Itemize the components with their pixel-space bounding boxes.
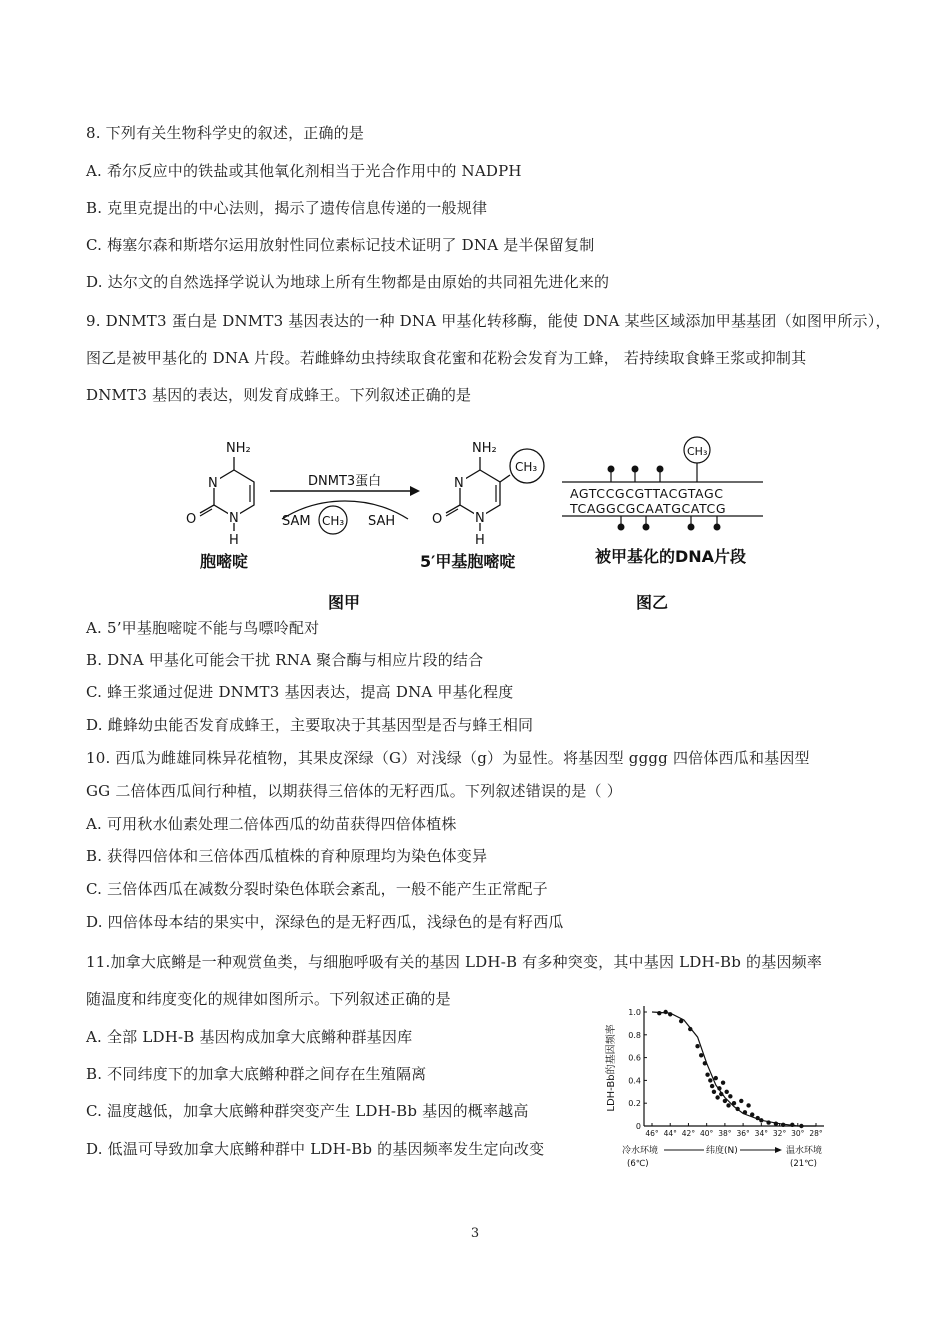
chart-data-point [759, 1118, 763, 1122]
chart-data-point [739, 1099, 743, 1103]
dna-fragment-label: 被甲基化的DNA片段 [595, 547, 747, 566]
figure-b-caption: 图乙 [636, 593, 669, 612]
chart-data-point [799, 1124, 803, 1128]
q11-option-c: C. 温度越低，加拿大底鳉种群突变产生 LDH-Bb 基因的概率越高 [86, 1102, 529, 1120]
chart-data-point [705, 1073, 709, 1077]
chart-data-point [723, 1099, 727, 1103]
q11-stem-line1: 11.加拿大底鳉是一种观赏鱼类，与细胞呼吸有关的基因 LDH-B 有多种突变，其中基因 LDH-Bb 的基因频率 [86, 953, 823, 971]
q9-option-d: D. 雌蜂幼虫能否发育成蜂王，主要取决于其基因型是否与蜂王相同 [86, 716, 534, 734]
q10-stem-line2: GG 二倍体西瓜间行种植，以期获得三倍体的无籽西瓜。下列叙述错误的是（ ） [86, 782, 622, 800]
ch3-label-dna: CH₃ [687, 445, 708, 458]
q9-stem-line3: DNMT3 基因的表达，则发育成蜂王。下列叙述正确的是 [86, 386, 472, 404]
methyl-markers-top [608, 437, 711, 482]
chart-data-point [714, 1076, 718, 1080]
q11-option-d: D. 低温可导致加拿大底鳉种群中 LDH-Bb 的基因频率发生定向改变 [86, 1140, 545, 1158]
q11-stem-line2: 随温度和纬度变化的规律如图所示。下列叙述正确的是 [86, 990, 451, 1008]
ch3-label-sam: CH₃ [322, 514, 345, 528]
chart-y-axis-label: LDH-Bb的基因频率 [606, 1024, 617, 1112]
chart-data-point [725, 1090, 729, 1094]
o-atom-1: O [186, 512, 197, 527]
chart-data-point [766, 1120, 770, 1124]
chart-data-point [663, 1010, 667, 1014]
chart-data-point [668, 1012, 672, 1016]
q9-option-b: B. DNA 甲基化可能会干扰 RNA 聚合酶与相应片段的结合 [86, 651, 484, 669]
q10-option-b: B. 获得四倍体和三倍体西瓜植株的育种原理均为染色体变异 [86, 847, 488, 865]
chart-data-point [755, 1116, 759, 1120]
chart-y-tick-label: 1.0 [628, 1008, 641, 1017]
chart-data-point [774, 1122, 778, 1126]
chart-data-point [790, 1123, 794, 1127]
chart-x-tick-label: 42° [681, 1129, 696, 1138]
chart-data-point [708, 1078, 712, 1082]
chart-x-tick-label: 34° [754, 1129, 768, 1138]
q8-option-b: B. 克里克提出的中心法则，揭示了遗传信息传递的一般规律 [86, 199, 488, 217]
q10-option-c: C. 三倍体西瓜在减数分裂时染色体联会紊乱，一般不能产生正常配子 [86, 880, 548, 898]
chart-trend-curve [652, 1012, 816, 1126]
chart-data-point [781, 1123, 785, 1127]
methylcytosine-structure [420, 441, 544, 571]
q8-option-a: A. 希尔反应中的铁盐或其他氧化剂相当于光合作用中的 NADPH [86, 162, 522, 180]
dna-bottom-strand: TCAGGCGCAATGCATCG [570, 501, 727, 516]
q11-option-a: A. 全部 LDH-B 基因构成加拿大底鳉种群基因库 [86, 1028, 413, 1046]
chart-x-tick-label: 36° [736, 1129, 750, 1138]
chart-data-point [743, 1110, 747, 1114]
enzyme-label: DNMT3蛋白 [308, 474, 382, 489]
latitude-arrow-head [775, 1147, 782, 1153]
sam-label: SAM [282, 514, 311, 529]
warm-water-temp: (21℃) [790, 1159, 817, 1169]
n-atom-2a: N [454, 476, 464, 491]
cold-water-temp: (6℃) [627, 1159, 649, 1169]
chart-data-point [728, 1094, 732, 1098]
q8-option-c: C. 梅塞尔森和斯塔尔运用放射性同位素标记技术证明了 DNA 是半保留复制 [86, 236, 595, 254]
chart-data-point [750, 1112, 754, 1116]
nh2-label-1: NH₂ [226, 441, 251, 456]
chart-data-point [703, 1061, 707, 1065]
q11-option-b: B. 不同纬度下的加拿大底鳉种群之间存在生殖隔离 [86, 1065, 427, 1083]
chart-y-tick-label: 0 [635, 1122, 641, 1131]
chart-x-tick-label: 32° [772, 1129, 787, 1138]
chart-x-tick-label: 40° [700, 1129, 714, 1138]
chart-x-tick-label: 44° [663, 1129, 677, 1138]
chart-data-point [746, 1103, 750, 1107]
chart-data-point [657, 1011, 661, 1015]
methylcytosine-label: 5′甲基胞嘧啶 [420, 552, 516, 571]
dna-top-strand: AGTCCGCGTTACGTAGC [570, 486, 724, 501]
ldh-bb-frequency-chart [600, 998, 832, 1174]
chart-x-axis-label: 纬度(N) [706, 1146, 738, 1156]
q10-option-d: D. 四倍体母本结的果实中，深绿色的是无籽西瓜，浅绿色的是有籽西瓜 [86, 913, 564, 931]
chart-data-point [732, 1101, 736, 1105]
chart-data-point [726, 1103, 730, 1107]
chart-x-tick-label: 30° [791, 1129, 805, 1138]
chart-data-point [695, 1044, 699, 1048]
q9-stem-line2: 图乙是被甲基化的 DNA 片段。若雌蜂幼虫持续取食花蜜和花粉会发育为工蜂， 若持续取食蜂王浆或抑制其 [86, 349, 807, 367]
ch3-label-methyl: CH₃ [515, 460, 538, 474]
q9-option-a: A. 5’甲基胞嘧啶不能与鸟嘌呤配对 [86, 619, 320, 637]
chart-y-tick-label: 0.2 [628, 1099, 641, 1109]
cytosine-structure [186, 441, 254, 571]
q9-option-c: C. 蜂王浆通过促进 DNMT3 基因表达，提高 DNA 甲基化程度 [86, 683, 514, 701]
q10-option-a: A. 可用秋水仙素处理二倍体西瓜的幼苗获得四倍体植株 [86, 815, 457, 833]
chart-x-tick-label: 28° [809, 1129, 823, 1138]
n-atom-1a: N [208, 476, 218, 491]
chart-data-point [679, 1019, 683, 1023]
dna-fragment [562, 437, 763, 566]
n-atom-1b: N [229, 511, 239, 526]
q8-option-d: D. 达尔文的自然选择学说认为地球上所有生物都是由原始的共同祖先进化来的 [86, 273, 610, 291]
cold-water-label: 冷水环境 [622, 1146, 659, 1156]
chart-data-point [710, 1084, 714, 1088]
q8-stem: 8. 下列有关生物科学史的叙述，正确的是 [86, 124, 365, 142]
page-number: 3 [470, 1226, 480, 1241]
chart-data-point [712, 1090, 716, 1094]
chart-data-point [721, 1080, 725, 1084]
chart-data-point [717, 1086, 721, 1090]
methyl-markers-bottom [618, 516, 721, 531]
q9-stem-line1: 9. DNMT3 蛋白是 DNMT3 基因表达的一种 DNA 甲基化转移酶，能使 DNA 某些区域添加甲基基团（如图甲所示）， [86, 312, 891, 330]
h-atom-1: H [229, 533, 239, 548]
h-atom-2: H [475, 533, 485, 548]
chart-y-tick-label: 0.4 [628, 1076, 641, 1086]
chart-data-point [715, 1095, 719, 1099]
chart-data-point [735, 1107, 739, 1111]
q10-stem-line1: 10. 西瓜为雌雄同株异花植物，其果皮深绿（G）对浅绿（g）为显性。将基因型 gggg 四倍体西瓜和基因型 [86, 749, 810, 767]
chart-y-tick-label: 0.8 [628, 1030, 641, 1040]
chart-x-tick-label: 38° [718, 1129, 732, 1138]
n-atom-2b: N [475, 511, 485, 526]
chart-x-tick-label: 46° [645, 1129, 659, 1138]
chart-data-point [688, 1027, 692, 1031]
reaction-arrow [270, 474, 420, 534]
figure-a-caption: 图甲 [328, 593, 361, 612]
q9-figure [170, 425, 790, 620]
sah-label: SAH [368, 514, 396, 529]
chart-data-point [699, 1053, 703, 1057]
chart-y-tick-label: 0.6 [628, 1053, 641, 1063]
chart-data-point [719, 1092, 723, 1096]
warm-water-label: 温水环境 [786, 1146, 823, 1156]
o-atom-2: O [432, 512, 443, 527]
cytosine-label: 胞嘧啶 [200, 552, 249, 571]
nh2-label-2: NH₂ [472, 441, 497, 456]
